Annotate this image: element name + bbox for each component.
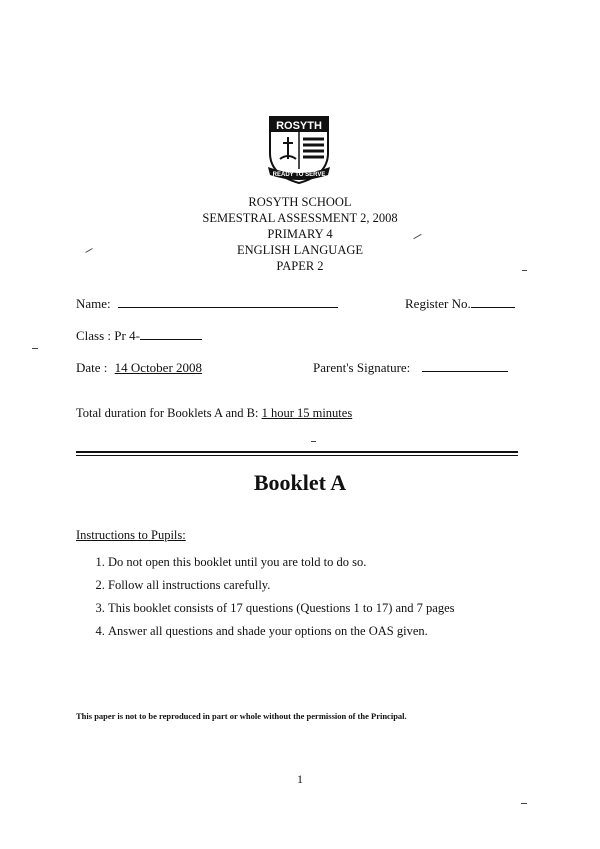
class-value: Pr 4- — [114, 328, 140, 343]
instruction-item: 1. Do not open this booklet until you are told to do so. — [108, 551, 455, 574]
date-value: 14 October 2008 — [114, 360, 203, 375]
divider-thick — [76, 451, 518, 453]
instructions-list — [76, 551, 455, 643]
subject-title: ENGLISH LANGUAGE — [236, 243, 364, 257]
school-name: ROSYTH SCHOOL — [248, 195, 352, 209]
booklet-title: Booklet A — [253, 470, 347, 495]
copyright-note: This paper is not to be reproduced in part or whole without the permission of the Principal. — [76, 711, 407, 721]
class-blank-line[interactable] — [140, 339, 202, 340]
scan-speck — [521, 803, 527, 804]
divider-thin — [76, 455, 518, 456]
signature-blank-line[interactable] — [422, 371, 508, 372]
register-label: Register No. — [405, 296, 471, 311]
level-title: PRIMARY 4 — [267, 227, 333, 241]
class-label: Class : — [76, 328, 112, 343]
scan-speck — [522, 270, 527, 271]
duration-line — [76, 406, 352, 421]
instruction-item: 4. Answer all questions and shade your options on the OAS given. — [108, 620, 455, 643]
scan-speck — [32, 348, 38, 349]
instruction-item: 3. This booklet consists of 17 questions (Questions 1 to 17) and 7 pages — [108, 597, 455, 620]
scan-speck — [311, 441, 316, 442]
assessment-title: SEMESTRAL ASSESSMENT 2, 2008 — [202, 211, 398, 225]
crest-banner-text: ROSYTH — [276, 120, 322, 132]
parent-signature-field[interactable] — [313, 360, 508, 376]
page-number: 1 — [297, 772, 303, 786]
paper-title: PAPER 2 — [276, 259, 324, 273]
register-blank-line[interactable] — [471, 307, 515, 308]
class-field[interactable] — [76, 328, 202, 344]
name-label: Name: — [76, 296, 111, 311]
date-label: Date : — [76, 360, 108, 375]
instructions-title: Instructions to Pupils: — [76, 528, 186, 542]
register-field[interactable] — [405, 296, 515, 312]
school-crest-logo — [266, 113, 332, 185]
name-field[interactable] — [76, 296, 338, 312]
date-field — [76, 360, 202, 376]
crest-motto-text: READY TO SERVE — [272, 172, 326, 178]
instruction-item: 2. Follow all instructions carefully. — [108, 574, 455, 597]
name-blank-line[interactable] — [118, 307, 338, 308]
signature-label: Parent's Signature: — [313, 360, 411, 375]
duration-label: Total duration for Booklets A and B: — [76, 406, 259, 420]
duration-value: 1 hour 15 minutes — [261, 406, 353, 420]
